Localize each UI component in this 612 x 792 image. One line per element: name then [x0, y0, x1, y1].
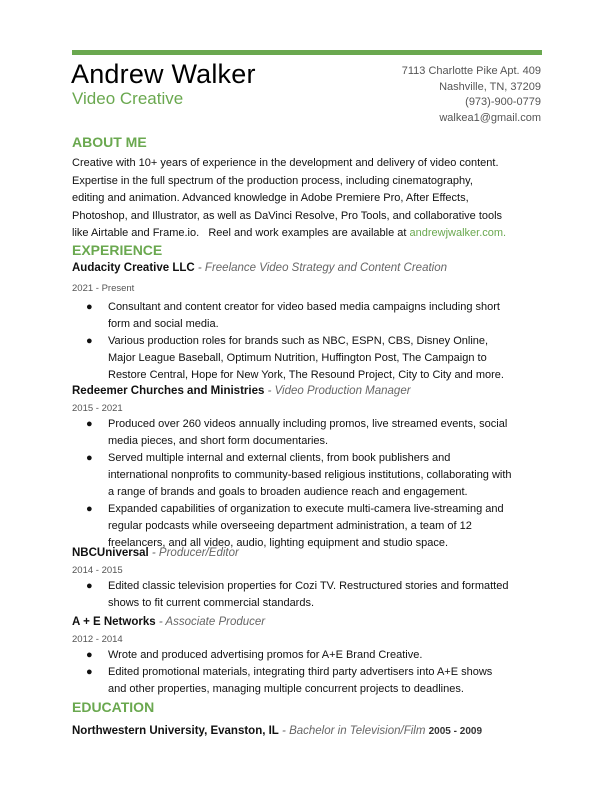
job-dates-wrap — [72, 565, 542, 576]
job-bullet: ● Edited promotional materials, integrating third party advertisers into A+E shows and other properties, managing multiple concurrent projects to deadlines. — [86, 666, 493, 695]
bullet-dot-icon: ● — [86, 503, 93, 515]
education-heading: EDUCATION — [72, 699, 155, 715]
job-bullets-wrap — [72, 647, 512, 698]
job-title-line — [72, 385, 542, 397]
candidate-title: Video Creative — [72, 89, 184, 108]
bullet-dot-icon: ● — [86, 666, 93, 678]
degree-name: - Bachelor in Television/Film — [278, 725, 429, 737]
job-dates-wrap — [72, 283, 542, 294]
contact-block — [402, 64, 541, 126]
education-entry — [72, 725, 542, 737]
job-bullet-list — [72, 578, 512, 612]
education-line — [72, 725, 542, 737]
job-bullet: ● Consultant and content creator for video based media campaigns including short form and social media. — [86, 301, 500, 330]
bullet-dot-icon: ● — [86, 580, 93, 592]
company-name: A + E Networks — [72, 616, 156, 628]
about-body — [72, 155, 542, 243]
job-bullets-wrap — [72, 299, 512, 384]
job-bullet: ● Wrote and produced advertising promos for A+E Brand Creative. — [72, 647, 512, 664]
job-position: - Video Production Manager — [264, 385, 411, 397]
job-bullet: ● Various production roles for brands such as NBC, ESPN, CBS, Disney Online, Major League Baseball, Optimum Nutrition, Huffington Post, The Campaign to Restore Central, Hope for New York, The Resound Project, City to City and more. — [86, 335, 504, 381]
job-dates-wrap — [72, 403, 542, 414]
job-title-line — [72, 547, 542, 559]
company-name: Audacity Creative LLC — [72, 262, 195, 274]
job-entry — [72, 616, 542, 628]
job-bullet-list — [72, 299, 512, 384]
job-dates: 2014 - 2015 — [72, 565, 123, 576]
about-line: Photoshop, and Illustrator, as well as DaVinci Resolve, Pro Tools, and collaborative tools — [72, 209, 503, 222]
job-bullet-list — [72, 416, 512, 552]
email-address[interactable]: walkea1@gmail.com — [439, 111, 541, 124]
job-title-line — [72, 616, 542, 628]
education-section — [72, 699, 542, 715]
about-section — [72, 134, 542, 150]
experience-heading: EXPERIENCE — [72, 242, 163, 258]
bullet-dot-icon: ● — [86, 301, 93, 313]
about-line: editing and animation. Advanced knowledge in Adobe Premiere Pro, After Effects, — [72, 192, 469, 205]
school-name: Northwestern University, Evanston, IL — [72, 725, 279, 737]
job-bullet: ● Served multiple internal and external clients, from book publishers and international nonprofits to community-based religious institutions, collaborating with a range of brands and goals to broaden audience reach and engagement. — [86, 452, 512, 498]
about-paragraph — [72, 155, 542, 243]
job-bullets-wrap — [72, 578, 512, 612]
address-line-2: Nashville, TN, 37209 — [439, 80, 541, 93]
job-position: - Associate Producer — [155, 616, 266, 628]
about-heading: ABOUT ME — [72, 134, 147, 150]
job-dates: 2012 - 2014 — [72, 634, 123, 645]
job-position: - Freelance Video Strategy and Content Creation — [194, 262, 448, 274]
job-position: - Producer/Editor — [148, 547, 239, 559]
about-line: like Airtable and Frame.io. Reel and work examples are available at — [72, 227, 410, 240]
header-accent-rule — [72, 50, 542, 55]
job-dates: 2015 - 2021 — [72, 403, 123, 414]
phone-number: (973)-900-0779 — [465, 96, 541, 109]
job-bullet: ● Expanded capabilities of organization to execute multi-camera live-streaming and regular podcasts while overseeing department administration, a team of 12 freelancers, and all video, audio, lighting equipment and studio space. — [86, 503, 504, 549]
address-line-1: 7113 Charlotte Pike Apt. 409 — [401, 65, 541, 77]
job-bullets-wrap — [72, 416, 512, 552]
bullet-dot-icon: ● — [86, 649, 93, 661]
job-dates: 2021 - Present — [72, 283, 135, 294]
education-years: 2005 - 2009 — [428, 726, 483, 737]
job-bullet: ● Produced over 260 videos annually including promos, live streamed events, social media pieces, and short form documentaries. — [86, 418, 508, 447]
bullet-dot-icon: ● — [86, 452, 93, 464]
job-bullet-list — [72, 647, 512, 698]
bullet-dot-icon: ● — [86, 335, 93, 347]
job-dates-wrap — [72, 634, 542, 645]
job-entry — [72, 262, 542, 274]
job-title-line — [72, 262, 542, 274]
portfolio-link[interactable]: andrewjwalker.com. — [409, 227, 507, 240]
job-bullet: ● Edited classic television properties for Cozi TV. Restructured stories and formatted shows to fit current commercial standards. — [86, 580, 509, 609]
about-line: Creative with 10+ years of experience in the development and delivery of video content. — [72, 157, 499, 169]
bullet-dot-icon: ● — [86, 418, 93, 430]
job-entry — [72, 385, 542, 397]
experience-section — [72, 242, 542, 258]
company-name: Redeemer Churches and Ministries — [72, 385, 265, 397]
job-entry — [72, 547, 542, 559]
candidate-name: Andrew Walker — [71, 59, 256, 89]
company-name: NBCUniversal — [72, 547, 149, 559]
about-line: Expertise in the full spectrum of the production process, including cinematography, — [72, 174, 473, 187]
